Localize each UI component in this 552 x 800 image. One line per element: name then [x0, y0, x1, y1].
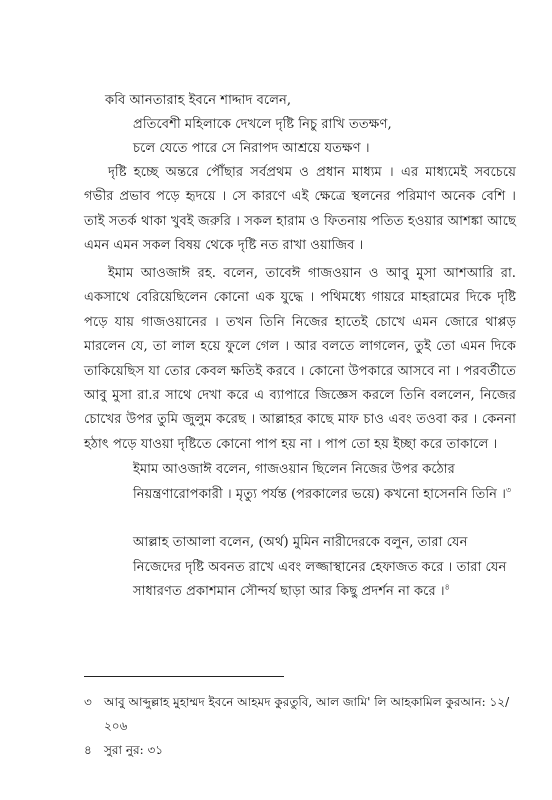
body-paragraph: [84, 161, 516, 259]
footnote-ref[interactable]: ৪: [444, 582, 450, 592]
footnote-divider: [84, 676, 284, 677]
footnote: [84, 690, 524, 738]
quote-text: ইমাম আওজাঈ বলেন, গাজওয়ান ছিলেন নিজের উপর কঠোর নিয়ন্ত্রণারোপকারী । মৃত্যু পর্যন্ত (পরকালের ভয়ে) কখনো হাসেননি তিনি ।: [133, 462, 506, 502]
body-paragraph: [84, 262, 516, 457]
footnote-text: সুরা নুর: ৩১: [104, 743, 164, 757]
footnote-ref[interactable]: ৩: [505, 485, 512, 495]
footnote-text: আবু আব্দুল্লাহ মুহাম্মদ ইবনে আহমদ কুরতুবি, আল জামি' লি আহকামিল কুরআন: ১২/ ২০৬: [104, 695, 510, 733]
paragraph-text: ইমাম আওজাঈ রহ. বলেন, তাবেঈ গাজওয়ান ও আবু মুসা আশআরি রা. একসাথে বেরিয়েছিলেন কোনো এক যুদ্ধে । পথিমধ্যে গায়রে মাহরামের দিকে দৃষ্টি পড়ে যায় গাজওয়ানের । তখন তিনি নিজের হাতেই চোখে এমন জোরে থাপ্পড় মারলেন যে, তা লাল হয়ে ফুলে গেল । আর বলতে লাগলেন, তুই তো এমন দিকে তাকিয়েছিস যা তোর কেবল ক্ষতিই করবে । কোনো উপকারে আসবে না । পরবর্তীতে আবু মুসা রা.র সাথে দেখা করে এ ব্যাপারে জিজ্ঞেস করলে তিনি বললেন, নিজের চোখের উপর তুমি জুলুম করেছ । আল্লাহর কাছে মাফ চাও এবং তওবা কর । কেননা হঠাৎ পড়ে যাওয়া দৃষ্টিতে কোনো পাপ হয় না । পাপ তো হয় ইচ্ছা করে তাকালে ।: [84, 266, 516, 452]
block-quote: [133, 531, 518, 605]
footnote-number: ৪: [84, 743, 92, 757]
footnote: [84, 738, 524, 762]
footnote-number: ৩: [84, 695, 92, 709]
paragraph-text: দৃষ্টি হচ্ছে অন্তরে পৌঁছার সর্বপ্রথম ও প্রধান মাধ্যম । এর মাধ্যমেই সবচেয়ে গভীর প্রভাব পড়ে হৃদয়ে । সে কারণে এই ক্ষেত্রে স্থলনের পরিমাণ অনেক বেশি । তাই সতর্ক থাকা খুবই জরুরি । সকল হারাম ও ফিতনায় পতিত হওয়ার আশঙ্কা আছে এমন এমন সকল বিষয় থেকে দৃষ্টি নত রাখা ওয়াজিব ।: [84, 165, 516, 254]
poem-verse: [133, 113, 523, 161]
block-quote: [133, 458, 518, 507]
poem-line: চলে যেতে পারে সে নিরাপদ আশ্রয়ে যতক্ষণ ।: [133, 141, 370, 156]
poem-intro: কবি আনতারাহ ইবনে শাদ্দাদ বলেন,: [105, 93, 292, 108]
poem-line: প্রতিবেশী মহিলাকে দেখলে দৃষ্টি নিচু রাখি ততক্ষণ,: [133, 117, 392, 132]
quote-text: আল্লাহ তাআলা বলেন, (অর্থ) মুমিন নারীদেরকে বলুন, তারা যেন নিজেদের দৃষ্টি অবনত রাখে এবং লজ্জাস্থানের হেফাজত করে । তারা যেন সাধারণত প্রকাশমান সৌন্দর্য ছাড়া আর কিছু প্রদর্শন না করে ।: [133, 535, 507, 599]
